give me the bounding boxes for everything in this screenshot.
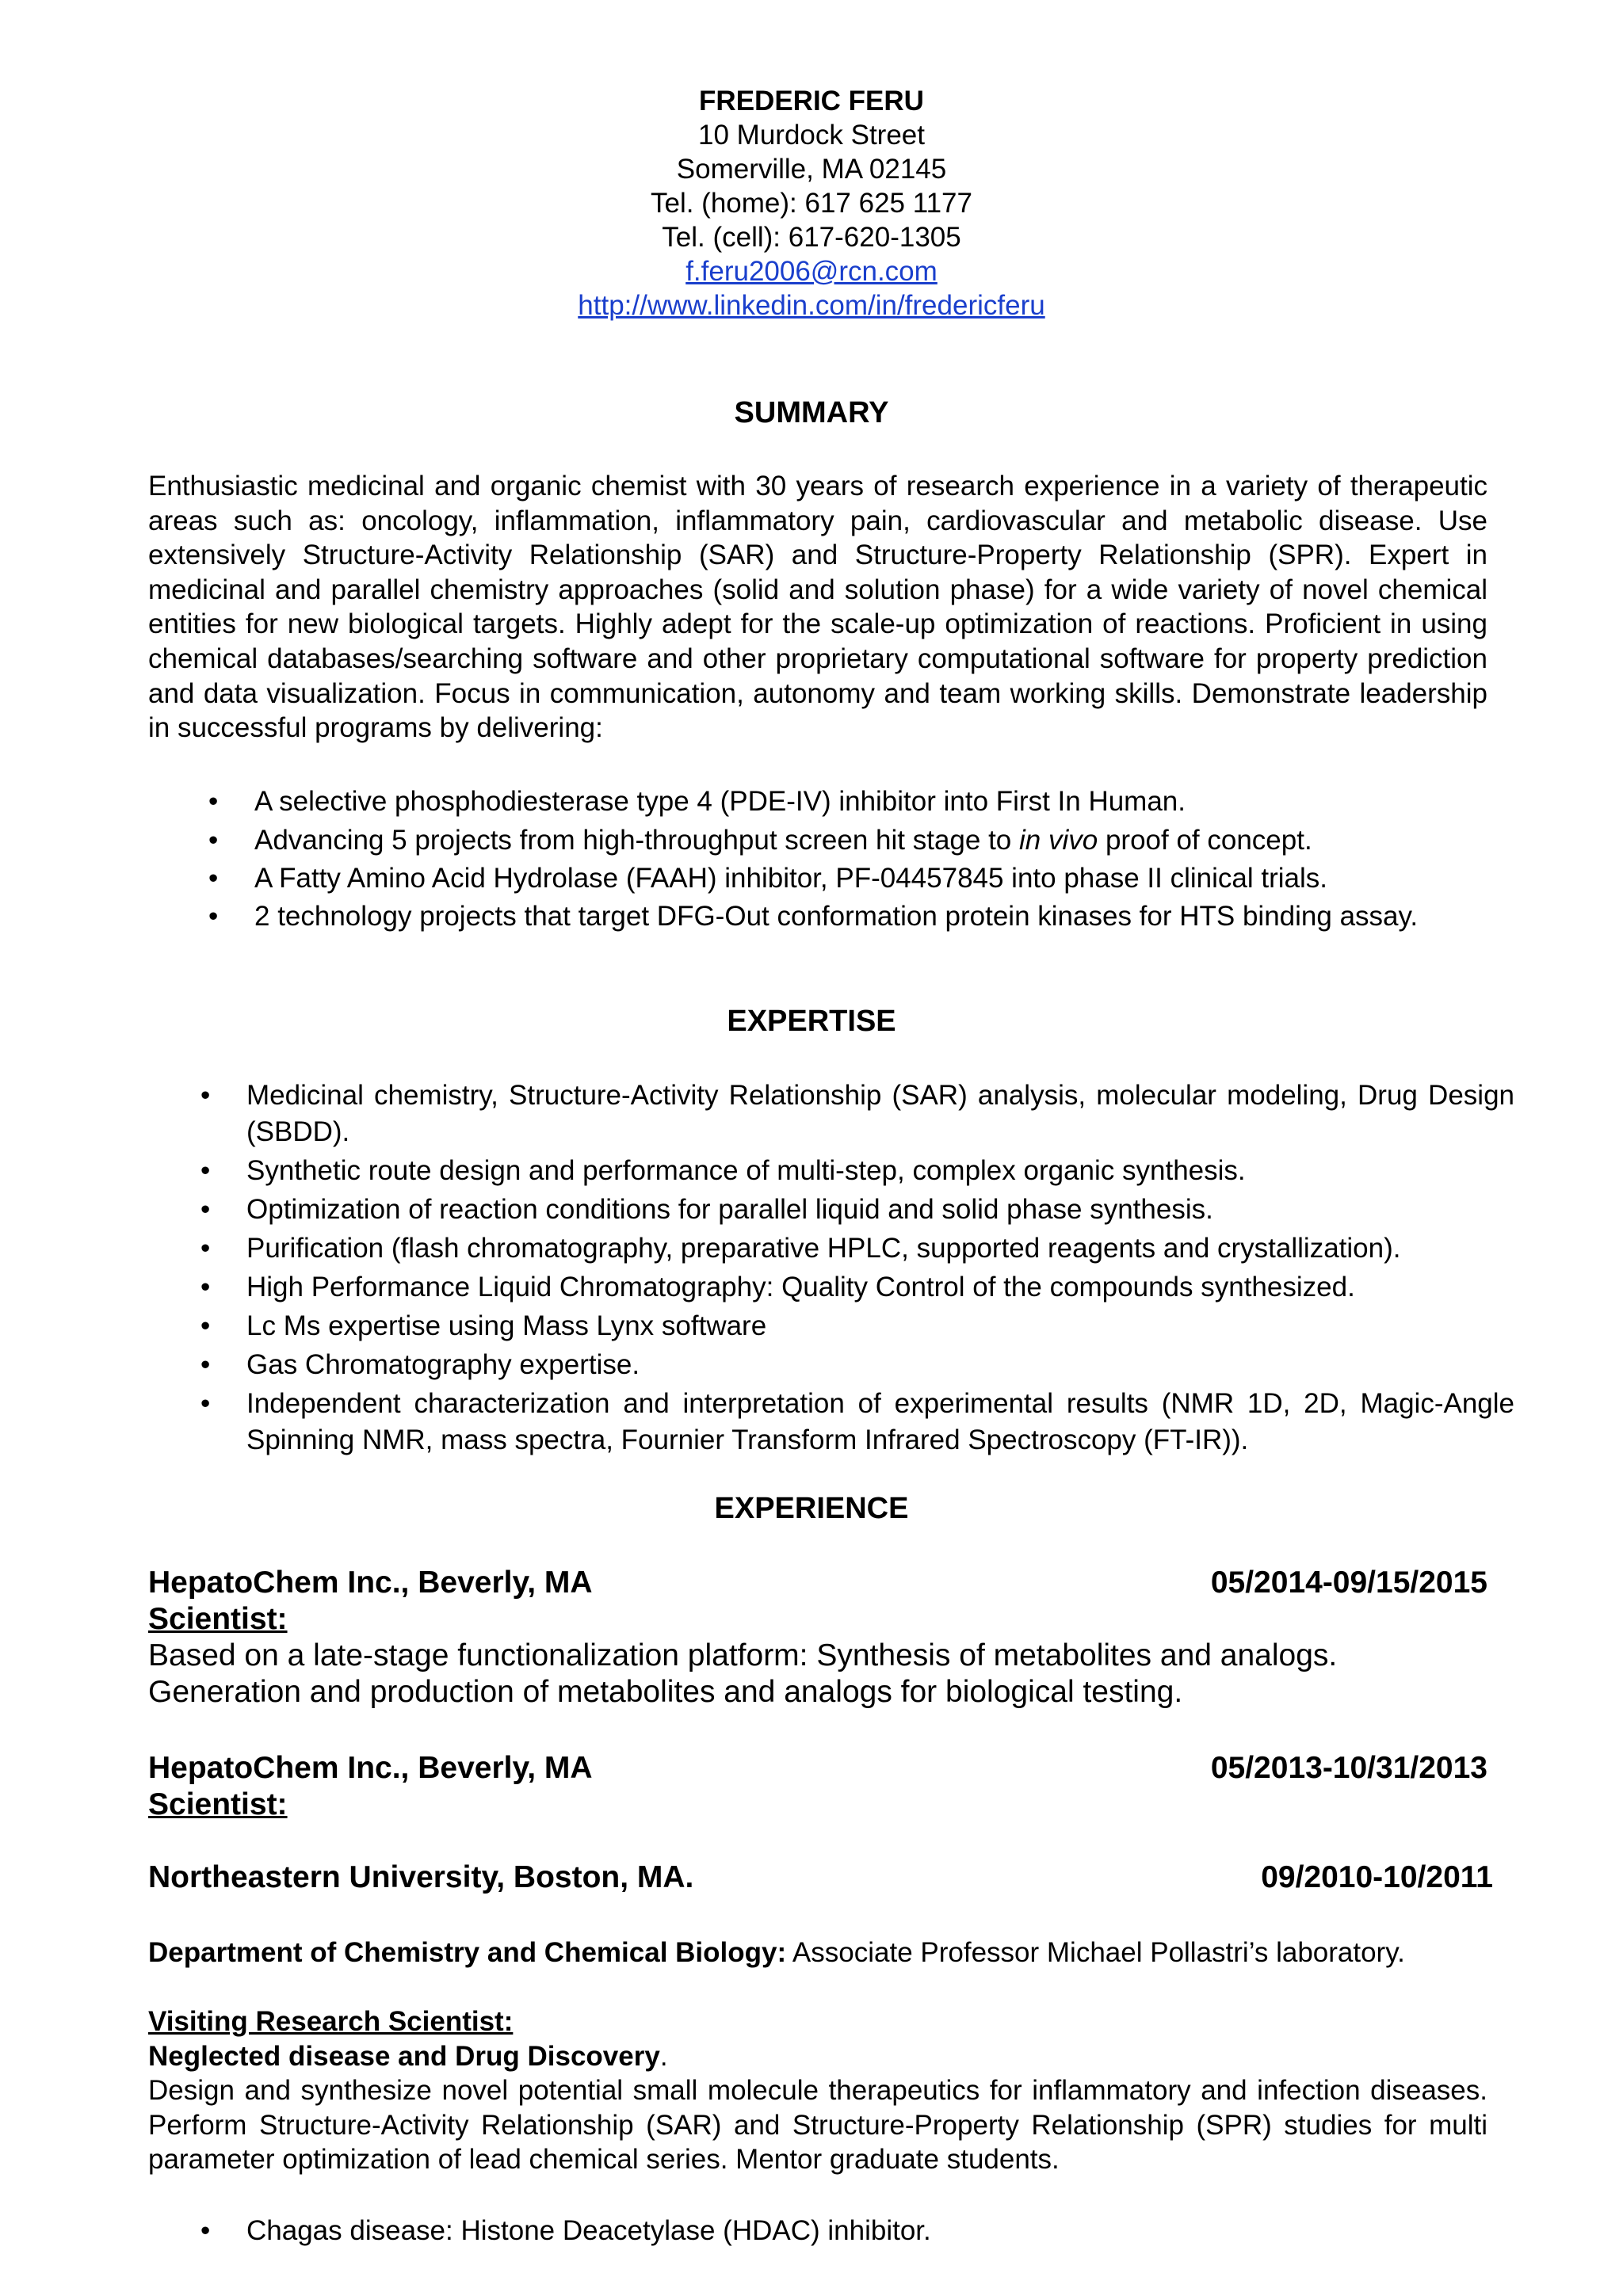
list-item <box>208 898 1487 935</box>
job-dates: 09/2010-10/2011 <box>1261 1860 1493 1894</box>
email-link[interactable]: f.feru2006@rcn.com <box>685 256 938 287</box>
list-item-text: Chagas disease: Histone Deacetylase (HDAC) inhibitor. <box>246 2215 931 2246</box>
list-item-text: A selective phosphodiesterase type 4 (PDE-IV) inhibitor into First In Human. <box>254 786 1186 817</box>
list-item-text: Medicinal chemistry, Structure-Activity Relationship (SAR) analysis, molecular modeling, Drug Design (SBDD). <box>246 1080 1514 1147</box>
department-name: Department of Chemistry and Chemical Biology: <box>148 1937 787 1968</box>
bullet-icon: • <box>200 1194 211 1225</box>
job-organization: Northeastern University, Boston, MA. <box>148 1860 694 1894</box>
job-role: Scientist: <box>148 1602 288 1636</box>
list-item-text: Optimization of reaction conditions for parallel liquid and solid phase synthesis. <box>246 1194 1213 1225</box>
job-subject-tail: . <box>659 2040 668 2072</box>
list-item <box>208 860 1487 898</box>
job-organization: HepatoChem Inc., Beverly, MA <box>148 1751 593 1785</box>
expertise-bullets <box>200 1077 1514 1459</box>
summary-paragraph: Enthusiastic medicinal and organic chemist with 30 years of research experience in a variety of therapeutic areas such as: oncology, inflammation, inflammatory pain, cardiovascular and metabolic disease. Use extensively Structure-Activity Relationship (SAR) and Structure-Property Relationship (SPR). Expert in medicinal and parallel chemistry approaches (solid and solution phase) for a wide variety of novel chemical entities for new biological targets. Highly adept for the scale-up optimization of reactions. Proficient in using chemical databases/searching software and other proprietary computational software for property prediction and data visualization. Focus in communication, autonomy and team working skills. Demonstrate leadership in successful programs by delivering: <box>148 471 1487 744</box>
bullet-icon: • <box>208 786 219 817</box>
job-department <box>148 1936 1416 1970</box>
job-entry <box>148 1565 1487 1711</box>
bullet-icon: • <box>200 1155 211 1186</box>
job-dates: 05/2013-10/31/2013 <box>1210 1751 1487 1785</box>
bullet-icon: • <box>200 1349 211 1380</box>
bullet-icon: • <box>200 1080 211 1111</box>
job-role: Scientist: <box>148 1787 288 1821</box>
job-subject: Neglected disease and Drug Discovery <box>148 2040 660 2072</box>
job-bullets <box>200 2213 1483 2249</box>
job-description: Based on a late-stage functionalization platform: Synthesis of metabolites and analogs. Generation and production of metabolites and analogs for biological testing. <box>148 1638 1338 1709</box>
bullet-icon: • <box>200 2215 211 2246</box>
list-item-text: Purification (flash chromatography, preparative HPLC, supported reagents and crystallization). <box>246 1233 1401 1264</box>
list-item <box>200 1347 1514 1383</box>
bullet-icon: • <box>200 1233 211 1264</box>
bullet-icon: • <box>208 824 219 856</box>
list-item <box>200 1153 1514 1189</box>
job-role: Visiting Research Scientist: <box>148 2006 514 2037</box>
list-item-text: Independent characterization and interpretation of experimental results (NMR 1D, 2D, Magic-Angle Spinning NMR, mass spectra, Fournier Transform Infrared Spectroscopy (FT-IR)). <box>246 1388 1514 1455</box>
list-item-text: Lc Ms expertise using Mass Lynx software <box>246 1310 767 1341</box>
list-item <box>208 783 1487 822</box>
bullet-icon: • <box>200 1388 211 1419</box>
list-item-text: Advancing 5 projects from high-throughput screen hit stage to <box>254 824 1019 856</box>
address-line-1: 10 Murdock Street <box>698 120 925 151</box>
bullet-icon: • <box>208 863 219 894</box>
bullet-icon: • <box>200 1310 211 1341</box>
list-item <box>200 1308 1514 1344</box>
expertise-heading: EXPERTISE <box>727 1005 896 1038</box>
job-description: Design and synthesize novel potential small molecule therapeutics for inflammatory and infection diseases. Perform Structure-Activity Relationship (SAR) and Structure-Property Relationship (SPR) studies for multi parameter optimization of lead chemical series. Mentor graduate students. <box>148 2075 1487 2176</box>
list-item <box>200 2213 1483 2249</box>
job-entry <box>148 1750 1487 1823</box>
address-line-2: Somerville, MA 02145 <box>676 154 947 185</box>
list-item-text-tail: proof of concept. <box>1098 824 1312 856</box>
job-header <box>148 1859 1493 1896</box>
job-header <box>148 1750 1487 1787</box>
home-phone: Tel. (home): 617 625 1177 <box>650 188 972 219</box>
list-item-text: 2 technology projects that target DFG-Out conformation protein kinases for HTS binding assay. <box>254 900 1419 932</box>
list-item <box>200 1192 1514 1228</box>
job-organization: HepatoChem Inc., Beverly, MA <box>148 1566 593 1600</box>
list-item-text: Synthetic route design and performance of multi-step, complex organic synthesis. <box>246 1155 1246 1186</box>
cell-phone: Tel. (cell): 617-620-1305 <box>662 222 961 253</box>
department-detail: Associate Professor Michael Pollastri’s laboratory. <box>786 1937 1405 1968</box>
experience-heading: EXPERIENCE <box>714 1492 909 1525</box>
summary-heading: SUMMARY <box>734 396 889 429</box>
candidate-name: FREDERIC FERU <box>699 86 924 116</box>
list-item <box>200 1230 1514 1267</box>
bullet-icon: • <box>200 1272 211 1302</box>
list-item-text: High Performance Liquid Chromatography: Quality Control of the compounds synthesized. <box>246 1272 1355 1302</box>
list-item <box>200 1269 1514 1306</box>
list-item <box>200 1077 1514 1150</box>
list-item-text: Gas Chromatography expertise. <box>246 1349 640 1380</box>
list-item-text: A Fatty Amino Acid Hydrolase (FAAH) inhibitor, PF-04457845 into phase II clinical trials. <box>254 863 1327 894</box>
contact-header <box>0 84 1623 322</box>
job-dates: 05/2014-09/15/2015 <box>1210 1566 1487 1600</box>
list-item <box>208 822 1487 860</box>
bullet-icon: • <box>208 900 219 932</box>
italic-text: in vivo <box>1019 824 1098 856</box>
list-item <box>200 1386 1514 1459</box>
job-entry <box>148 1859 1493 1896</box>
linkedin-link[interactable]: http://www.linkedin.com/in/fredericferu <box>578 290 1045 321</box>
job-header <box>148 1565 1487 1601</box>
job-role-block <box>148 2004 1487 2177</box>
summary-bullets <box>208 783 1487 935</box>
